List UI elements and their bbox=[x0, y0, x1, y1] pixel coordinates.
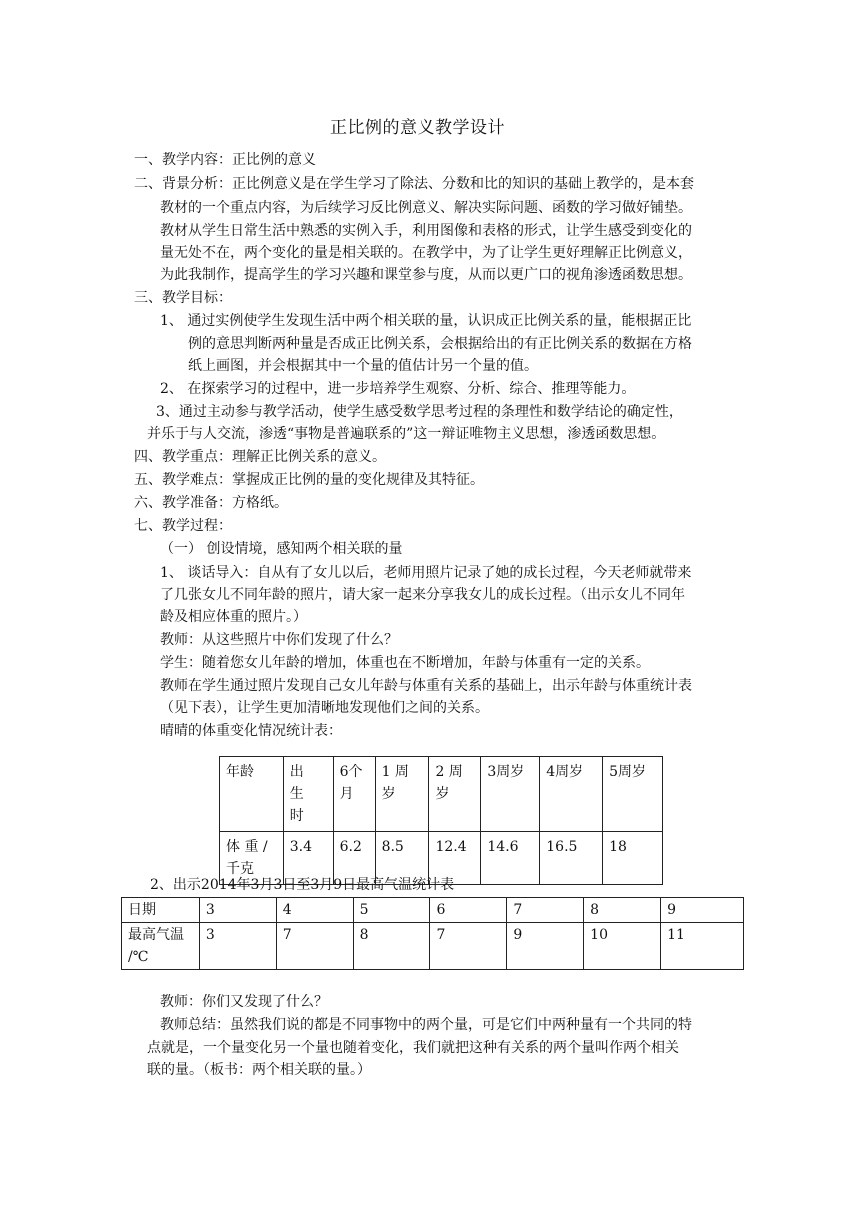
table-2-caption: 2、出示2014年3月3日至3月9日最高气温统计表 bbox=[150, 877, 455, 893]
table-cell: 7 bbox=[430, 923, 507, 970]
table-cell: 3 bbox=[199, 923, 276, 970]
table-cell: 10 bbox=[584, 923, 661, 970]
cell-text: 出 生 时 bbox=[289, 764, 308, 824]
section-2-line: 教材从学生日常生活中熟悉的实例入手，利用图像和表格的形式，让学生感受到变化的 bbox=[160, 223, 692, 239]
cell-text: 最高气温 /℃ bbox=[128, 927, 184, 965]
table-cell: 6 bbox=[430, 898, 507, 923]
table-cell bbox=[283, 757, 333, 832]
table-cell: 3.4 bbox=[283, 832, 333, 885]
table-cell: 9 bbox=[661, 898, 744, 923]
table-cell: 3周岁 bbox=[481, 757, 540, 832]
cell-text: 6个 月 bbox=[339, 764, 363, 802]
summary-line: 教师总结：虽然我们说的都是不同事物中的两个量，可是它们中两种量有一个共同的特 bbox=[160, 1017, 692, 1033]
goal-1-line: 例的意思判断两种量是否成正比例关系，会根据给出的有正比例关系的数据在方格 bbox=[188, 336, 692, 352]
table-cell: 16.5 bbox=[540, 832, 603, 885]
table-row bbox=[122, 923, 744, 970]
section-2-line: 教材的一个重点内容，为后续学习反比例意义、解决实际问题、函数的学习做好铺垫。 bbox=[160, 200, 692, 216]
intro-line: 1、 谈话导入：自从有了女儿以后，老师用照片记录了她的成长过程，今天老师就带来 bbox=[160, 565, 692, 581]
section-5: 五、教学难点：掌握成正比例的量的变化规律及其特征。 bbox=[134, 472, 484, 488]
section-2-line: 量无处不在，两个变化的量是相关联的。在教学中，为了让学生更好理解正比例意义， bbox=[160, 245, 692, 261]
table-cell bbox=[122, 923, 200, 970]
section-1: 一、教学内容：正比例的意义 bbox=[134, 152, 316, 168]
process-heading: （一） 创设情境，感知两个相关联的量 bbox=[160, 541, 403, 557]
table-cell: 日期 bbox=[122, 898, 200, 923]
table-cell: 5 bbox=[353, 898, 430, 923]
weight-table bbox=[219, 756, 663, 885]
table-cell: 6.2 bbox=[333, 832, 375, 885]
section-4: 四、教学重点：理解正比例关系的意义。 bbox=[134, 449, 386, 465]
table-cell: 8 bbox=[584, 898, 661, 923]
table-cell: 4周岁 bbox=[540, 757, 603, 832]
teacher-text-line: 教师在学生通过照片发现自己女儿年龄与体重有关系的基础上，出示年龄与体重统计表 bbox=[160, 678, 692, 694]
teacher-text-line: （见下表），让学生更加清晰地发现他们之间的关系。 bbox=[160, 700, 489, 716]
table-cell: 年龄 bbox=[220, 757, 284, 832]
table-cell bbox=[375, 757, 429, 832]
table-cell: 9 bbox=[507, 923, 584, 970]
table-cell: 5周岁 bbox=[603, 757, 663, 832]
table-cell: 8 bbox=[353, 923, 430, 970]
intro-line: 了几张女儿不同年龄的照片，请大家一起来分享我女儿的成长过程。（出示女儿不同年 bbox=[160, 587, 685, 603]
summary-line: 点就是，一个量变化另一个量也随着变化，我们就把这种有关系的两个量叫作两个相关 bbox=[147, 1040, 679, 1056]
table-cell: 8.5 bbox=[375, 832, 429, 885]
cell-text: 2 周 岁 bbox=[435, 764, 463, 802]
intro-line: 龄及相应体重的照片。） bbox=[160, 609, 307, 625]
goal-1-line: 1、 通过实例使学生发现生活中两个相关联的量，认识成正比例关系的量，能根据正比 bbox=[160, 313, 692, 329]
table-cell: 12.4 bbox=[429, 832, 481, 885]
student-answer: 学生：随着您女儿年龄的增加，体重也在不断增加，年龄与体重有一定的关系。 bbox=[160, 655, 650, 671]
summary-line: 联的量。（板书：两个相关联的量。） bbox=[147, 1062, 371, 1078]
table-row bbox=[220, 757, 663, 832]
section-3: 三、教学目标： bbox=[134, 290, 232, 306]
teacher-question: 教师：从这些照片中你们发现了什么？ bbox=[160, 632, 398, 648]
table-cell: 7 bbox=[276, 923, 353, 970]
cell-text: 体 重 / 千克 bbox=[226, 839, 268, 877]
goal-2: 2、 在探索学习的过程中，进一步培养学生观察、分析、综合、推理等能力。 bbox=[160, 381, 636, 397]
table-cell: 18 bbox=[603, 832, 663, 885]
section-2-line: 为此我制作，提高学生的学习兴趣和课堂参与度，从而以更广口的视角渗透函数思想。 bbox=[160, 267, 692, 283]
goal-3-line: 并乐于与人交流，渗透“事物是普遍联系的”这一辩证唯物主义思想，渗透函数思想。 bbox=[147, 426, 666, 442]
table-row bbox=[122, 898, 744, 923]
section-7: 七、教学过程： bbox=[134, 518, 232, 534]
temperature-table bbox=[121, 897, 744, 970]
table-cell bbox=[333, 757, 375, 832]
table-cell: 7 bbox=[507, 898, 584, 923]
table-cell: 14.6 bbox=[481, 832, 540, 885]
section-6: 六、教学准备：方格纸。 bbox=[134, 495, 288, 511]
section-2-line: 二、背景分析：正比例意义是在学生学习了除法、分数和比的知识的基础上教学的，是本套 bbox=[134, 176, 694, 192]
table-cell: 4 bbox=[276, 898, 353, 923]
table-1-caption: 晴晴的体重变化情况统计表： bbox=[160, 723, 342, 739]
cell-text: 1 周 岁 bbox=[381, 764, 409, 802]
table-cell: 3 bbox=[199, 898, 276, 923]
goal-3-line: 3、通过主动参与教学活动，使学生感受数学思考过程的条理性和数学结论的确定性， bbox=[156, 404, 683, 420]
table-cell: 11 bbox=[661, 923, 744, 970]
teacher-question-2: 教师：你们又发现了什么？ bbox=[160, 994, 328, 1010]
table-cell bbox=[429, 757, 481, 832]
goal-1-line: 纸上画图，并会根据其中一个量的值估计另一个量的值。 bbox=[188, 358, 538, 374]
page-title: 正比例的意义教学设计 bbox=[330, 118, 505, 138]
